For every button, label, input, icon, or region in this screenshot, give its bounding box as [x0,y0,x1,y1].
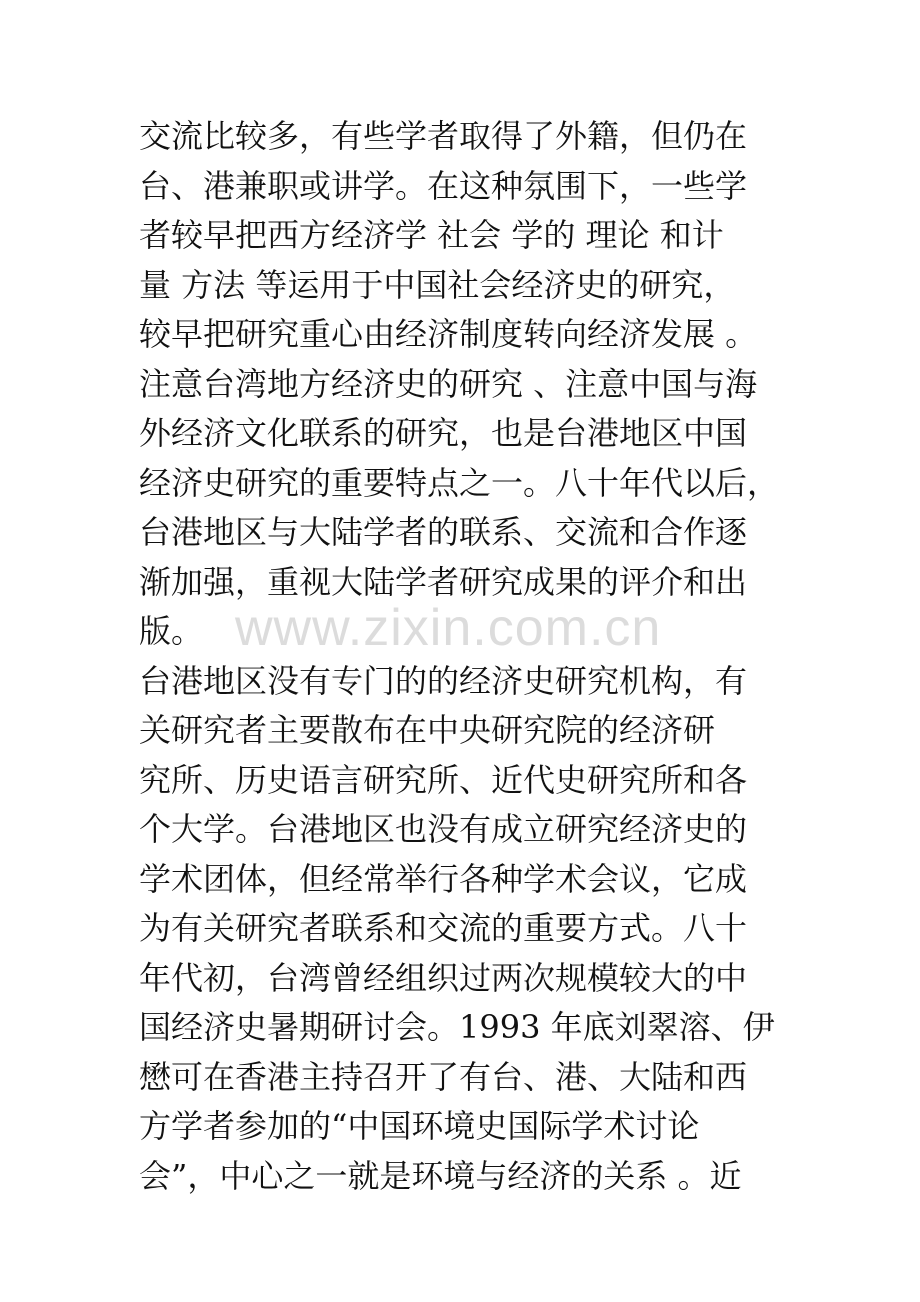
text-line: 年代初，台湾曾经组织过两次规模较大的中 [139,958,748,997]
text-line: 国经济史暑期研讨会。1993 年底刘翠溶、伊 [139,1008,775,1046]
text-line: 版。 [139,612,204,650]
text-line: 方学者参加的“中国环境史国际学术讨论 [139,1107,700,1145]
text-line: 个大学。台港地区也没有成立研究经济史的 [139,810,748,848]
text-line: 注意台湾地方经济史的研究 、注意中国与海 [139,364,758,403]
text-line: 外经济文化联系的研究，也是台港地区中国 [139,414,748,452]
watermark: www.zixin.com.cn [235,599,662,657]
text-line: 交流比较多，有些学者取得了外籍，但仍在 [139,117,748,155]
text-line: 究所、历史语言研究所、近代史研究所和各 [139,760,748,799]
body-text [139,112,789,1201]
text-line: 关研究者主要散布在中央研究院的经济研 [139,711,716,749]
text-line: 学术团体，但经常举行各种学术会议，它成 [139,859,748,898]
text-line: 懋可在香港主持召开了有台、港、大陆和西 [139,1057,748,1096]
text-line: 台、港兼职或讲学。在这种氛围下，一些学 [139,166,748,205]
text-line: 渐加强，重视大陆学者研究成果的评介和出 [139,562,748,601]
text-line: 量 方法 等运用于中国社会经济史的研究， [139,265,736,304]
text-line: 经济史研究的重要特点之一。八十年代以后， [139,463,780,502]
text-line: 较早把研究重心由经济制度转向经济发展 。 [139,315,758,353]
text-line: 会”，中心之一就是环境与经济的关系 。近 [139,1156,742,1195]
text-line: 台港地区没有专门的的经济史研究机构，有 [139,661,748,700]
text-line: 者较早把西方经济学 社会 学的 理论 和计 [139,216,724,254]
text-line: 台港地区与大陆学者的联系、交流和合作逐 [139,513,748,551]
text-line: 为有关研究者联系和交流的重要方式。八十 [139,909,748,947]
